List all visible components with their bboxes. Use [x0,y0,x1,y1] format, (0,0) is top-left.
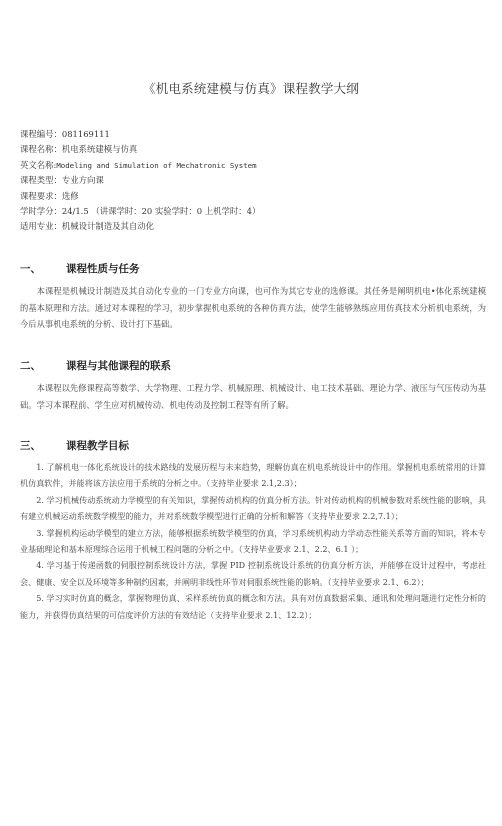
section-paragraph-nature: 本课程是机械设计制造及其自动化专业的一门专业方向课，也可作为其它专业的选修课。其任务是阐明机电•体化系统建模的基本原理和方法。通过对本课程的学习，初步掌握机电系统的各种仿真方法，使学生能够熟练应用仿真技术分析机电系统，为今后从事机电系统的分析、设计打下基础。 [20,286,486,330]
objective-item: 3. 掌握机构运动学模型的建立方法，能够根据系统数学模型的仿真，学习系统机构动力学动态性能关系等方面的知识，将本专业基础理论和基本原理综合运用于机械工程问题的分析之中。（支持毕业要求 2.1、2.2、6.1 ）； [20,527,486,555]
objectives-list [20,459,486,623]
section-title: 课程与其他课程的联系 [66,360,171,372]
section-heading-objectives [20,438,129,453]
section-heading-relations [20,358,171,373]
meta-course-name [20,142,490,157]
meta-key: 学时学分： [20,206,62,217]
meta-value: 24/1.5 （讲课学时：20 实验学时：0 上机学时：4） [61,206,261,217]
section-number: 二、 [20,360,41,372]
objective-item: 4. 学习基于传递函数的伺服控制系统设计方法，掌握 PID 控制系统设计系统的仿真分析方法，并能够在设计过程中，考虑社会、健康、安全以及环境等多种制约因素，并阐明非线性环节对伺服系统性能的影响。（支持毕业要求 2.1、6.2）； [20,560,486,587]
meta-value: 选修 [61,190,79,201]
meta-key: 课程类型： [20,175,62,186]
meta-course-requirement [20,189,490,204]
meta-key: 课程编号： [20,129,62,139]
meta-applicable-major [20,219,490,234]
meta-key: 适用专业： [20,221,62,232]
meta-value: 机电系统建模与仿真 [61,144,138,155]
meta-value: 081169111 [61,129,110,139]
section-heading-nature [20,261,140,276]
document-title: 《机电系统建模与仿真》课程教学大纲 [143,81,359,96]
meta-value: 专业方向课 [61,175,104,186]
section-paragraph-relations: 本课程以先修课程高等数学、大学物理、工程力学、机械原理、机械设计、电工技术基础、理论力学、液压与气压传动为基础。学习本课程前、学生应对机械传动、机电传动及控制工程等有所了解。 [20,383,486,410]
meta-english-name [20,158,490,173]
section-title: 课程教学目标 [66,440,129,452]
objective-item: 1. 了解机电一体化系统设计的技术路线的发展历程与未来趋势，理解仿真在机电系统设计中的作用。掌握机电系统常用的计算机仿真软件，并能将该方法应用于系统的分析之中。（支持毕业要求 2.1,2.3）； [20,462,486,489]
meta-value: Modeling and Simulation of Mechatronic System [56,160,257,170]
section-number: 一、 [20,263,41,275]
meta-key: 英文名称: [20,159,57,170]
course-meta [20,127,490,235]
section-number: 三、 [20,440,41,452]
meta-course-type [20,173,490,188]
objective-item: 2. 学习机械传动系统动力学模型的有关知识，掌握传动机构的仿真分析方法。针对传动机构的机械参数对系统性能的影响，具有建立机械运动系统数学模型的能力，并对系统数学模型进行正确的分析和解答（支持毕业要求 2.2,7.1）； [20,494,486,522]
objective-item: 5. 学习实时仿真的概念，掌握物理仿真、采样系统仿真的概念和方法。具有对仿真数据采集、通讯和处理问题进行定性分析的能力，并获得仿真结果的可信度评价方法的有效结论（支持毕业要求 2.1、12.2）； [20,593,486,620]
meta-course-code [20,127,490,142]
meta-key: 课程要求： [20,190,62,201]
meta-value: 机械设计制造及其自动化 [61,221,154,232]
section-title: 课程性质与任务 [66,263,140,275]
meta-hours-credits [20,204,490,219]
meta-key: 课程名称： [20,144,62,155]
